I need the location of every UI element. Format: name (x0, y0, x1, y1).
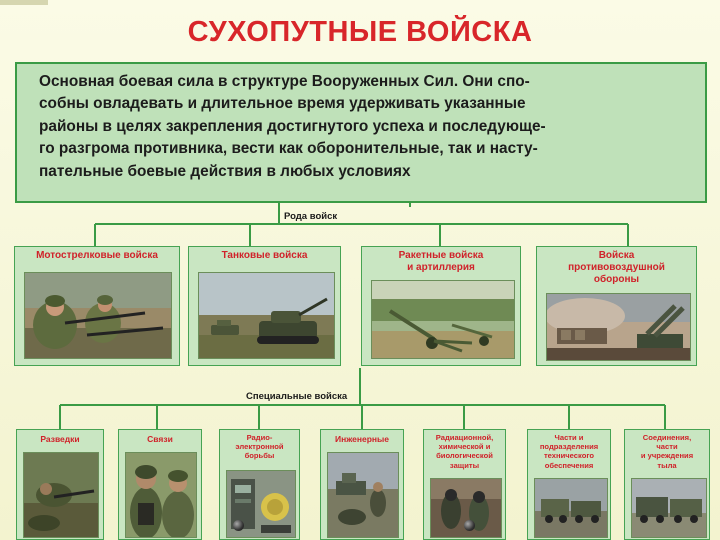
description-line: собны овладевать и длительное время удерживать указанные (39, 95, 526, 113)
branch-card-artillery (361, 246, 521, 366)
branches-label: Рода войск (284, 211, 338, 222)
special-card-title: Инженерные (334, 434, 390, 444)
special-card-engineering (320, 429, 404, 540)
description-line: районы в целях закрепления достигнутого успеха и последующе- (39, 117, 546, 135)
branch-card-air-defense (536, 246, 697, 366)
motorized-infantry-photo (24, 272, 172, 359)
tank-troops-photo (198, 272, 335, 359)
engineering-photo (327, 452, 399, 538)
special-card-title: Радиационной, химической и биологической защиты (435, 433, 494, 470)
page-title: СУХОПУТНЫЕ ВОЙСКА (187, 16, 533, 48)
technical-support-photo (534, 478, 608, 538)
special-card-logistics (624, 429, 710, 540)
branch-card-title: Ракетные войска и артиллерия (398, 250, 484, 273)
description-line: Основная боевая сила в структуре Вооруженных Сил. Они спо- (39, 73, 530, 90)
bullet-icon (233, 520, 244, 531)
special-card-electronic-warfare (219, 429, 300, 540)
special-card-technical-support (527, 429, 611, 540)
special-card-title: Радио- электронной борьбы (235, 433, 284, 461)
special-card-title: Соединения, части и учреждения тыла (640, 433, 694, 470)
special-card-signal (118, 429, 202, 540)
special-card-title: Части и подразделения технического обеспечения (539, 433, 599, 470)
reconnaissance-photo (23, 452, 99, 538)
bullet-icon (464, 520, 475, 531)
artillery-photo (371, 280, 515, 359)
special-card-title: Разведки (40, 434, 80, 444)
special-card-reconnaissance (16, 429, 104, 540)
branch-card-tank (188, 246, 341, 366)
description-line: го разгрома противника, вести как оборонительные, так и насту- (39, 140, 538, 158)
logistics-photo (631, 478, 707, 538)
special-card-title: Связи (147, 434, 173, 444)
branch-card-title: Войска противовоздушной обороны (568, 250, 665, 285)
branch-card-motorized-infantry (14, 246, 180, 366)
air-defense-photo (546, 293, 691, 361)
special-troops-label: Специальные войска (246, 391, 348, 402)
signal-photo (125, 452, 197, 538)
description-line: пательные боевые действия в любых условиях (39, 162, 411, 180)
branch-card-title: Мотострелковые войска (36, 250, 158, 261)
branch-card-title: Танковые войска (221, 250, 308, 261)
